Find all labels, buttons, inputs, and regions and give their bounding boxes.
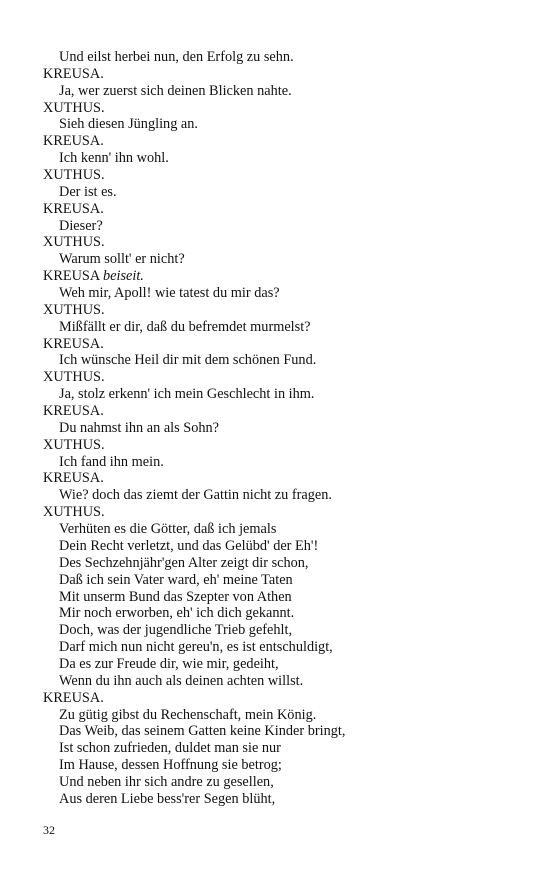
verse-text: Doch, was der jugendliche Trieb gefehlt, xyxy=(59,622,293,639)
verse-text: Du nahmst ihn an als Sohn? xyxy=(59,419,220,436)
verse-text: Warum sollt' er nicht? xyxy=(59,251,185,268)
verse-text: Ist schon zufrieden, duldet man sie nur xyxy=(59,740,281,757)
verse-line xyxy=(43,538,523,555)
verse-text: Ich wünsche Heil dir mit dem schönen Fund. xyxy=(59,352,317,369)
speaker-label: KREUSA. xyxy=(43,689,104,706)
speaker-label: KREUSA xyxy=(43,268,100,285)
verse-line xyxy=(43,605,523,622)
verse-text: Dieser? xyxy=(59,217,103,234)
verse-line xyxy=(43,386,523,403)
speaker-name xyxy=(43,369,523,386)
speaker-label: XUTHUS. xyxy=(43,99,105,116)
verse-text: Sieh diesen Jüngling an. xyxy=(59,116,198,133)
verse-line xyxy=(43,707,523,724)
verse-text: Darf mich nun nicht gereu'n, es ist entschuldigt, xyxy=(59,639,333,656)
verse-text: Daß ich sein Vater ward, eh' meine Taten xyxy=(59,571,293,588)
verse-line xyxy=(43,521,523,538)
speaker-name xyxy=(43,504,523,521)
verse-text: Weh mir, Apoll! wie tatest du mir das? xyxy=(59,285,280,302)
verse-line xyxy=(43,218,523,235)
verse-text: Mir noch erworben, eh' ich dich gekannt. xyxy=(59,605,295,622)
speaker-name xyxy=(43,437,523,454)
verse-text: Des Sechzehnjähr'gen Alter zeigt dir schon, xyxy=(59,554,309,571)
verse-line xyxy=(43,49,523,66)
verse-line xyxy=(43,184,523,201)
verse-text: Und eilst herbei nun, den Erfolg zu sehn. xyxy=(59,49,294,65)
verse-line xyxy=(43,555,523,572)
verse-line xyxy=(43,319,523,336)
speaker-name xyxy=(43,403,523,420)
speaker-label: KREUSA. xyxy=(43,470,104,487)
speaker-name xyxy=(43,234,523,251)
speaker-label: KREUSA. xyxy=(43,335,104,352)
verse-line xyxy=(43,352,523,369)
verse-line xyxy=(43,251,523,268)
verse-text: Zu gütig gibst du Rechenschaft, mein König. xyxy=(59,706,317,723)
speaker-name xyxy=(43,201,523,218)
verse-line xyxy=(43,757,523,774)
verse-text: Ich kenn' ihn wohl. xyxy=(59,150,169,167)
verse-line xyxy=(43,740,523,757)
verse-text: Wenn du ihn auch als deinen achten willst. xyxy=(59,672,304,689)
page-number: 32 xyxy=(43,823,55,837)
speaker-label: KREUSA. xyxy=(43,403,104,420)
verse-text: Ja, stolz erkenn' ich mein Geschlecht in ihm. xyxy=(59,386,315,403)
verse-line xyxy=(43,285,523,302)
verse-text: Mit unserm Bund das Szepter von Athen xyxy=(59,588,292,605)
speaker-label: XUTHUS. xyxy=(43,301,105,318)
verse-line xyxy=(43,572,523,589)
speaker-label: KREUSA. xyxy=(43,200,104,217)
verse-text: Ja, wer zuerst sich deinen Blicken nahte. xyxy=(59,82,292,99)
verse-line xyxy=(43,723,523,740)
verse-line xyxy=(43,774,523,791)
verse-line xyxy=(43,150,523,167)
speaker-name xyxy=(43,133,523,150)
verse-line xyxy=(43,487,523,504)
speaker-name xyxy=(43,690,523,707)
verse-text: Wie? doch das ziemt der Gattin nicht zu fragen. xyxy=(59,487,332,504)
speaker-label: XUTHUS. xyxy=(43,369,105,386)
speaker-label: XUTHUS. xyxy=(43,436,105,453)
verse-line xyxy=(43,420,523,437)
verse-line xyxy=(43,454,523,471)
verse-text: Dein Recht verletzt, und das Gelübd' der Eh'! xyxy=(59,537,319,554)
verse-line xyxy=(43,116,523,133)
verse-line xyxy=(43,673,523,690)
speaker-name xyxy=(43,100,523,117)
verse-line xyxy=(43,589,523,606)
speaker-name xyxy=(43,66,523,83)
speaker-label: XUTHUS. xyxy=(43,504,105,521)
speaker-name xyxy=(43,470,523,487)
verse-text: Ich fand ihn mein. xyxy=(59,453,164,470)
speaker-label: XUTHUS. xyxy=(43,167,105,184)
verse-text: Verhüten es die Götter, daß ich jemals xyxy=(59,521,277,538)
speaker-name xyxy=(43,268,523,285)
verse-text: Der ist es. xyxy=(59,183,117,200)
verse-line xyxy=(43,639,523,656)
verse-line xyxy=(43,656,523,673)
verse-text: Aus deren Liebe bess'rer Segen blüht, xyxy=(59,790,276,807)
speaker-label: KREUSA. xyxy=(43,133,104,150)
verse-text: Im Hause, dessen Hoffnung sie betrog; xyxy=(59,757,282,774)
speaker-name xyxy=(43,336,523,353)
stage-direction: beiseit. xyxy=(102,268,144,285)
verse-text: Da es zur Freude dir, wie mir, gedeiht, xyxy=(59,655,279,672)
verse-line xyxy=(43,83,523,100)
speaker-label: KREUSA. xyxy=(43,65,104,82)
verse-text: Das Weib, das seinem Gatten keine Kinder bringt, xyxy=(59,723,346,740)
verse-text: Mißfällt er dir, daß du befremdet murmelst? xyxy=(59,318,311,335)
speaker-label: XUTHUS. xyxy=(43,234,105,251)
verse-text: Und neben ihr sich andre zu gesellen, xyxy=(59,773,274,790)
verse-line xyxy=(43,622,523,639)
speaker-name xyxy=(43,302,523,319)
speaker-name xyxy=(43,167,523,184)
verse-line xyxy=(43,791,523,808)
page-text xyxy=(43,49,523,808)
